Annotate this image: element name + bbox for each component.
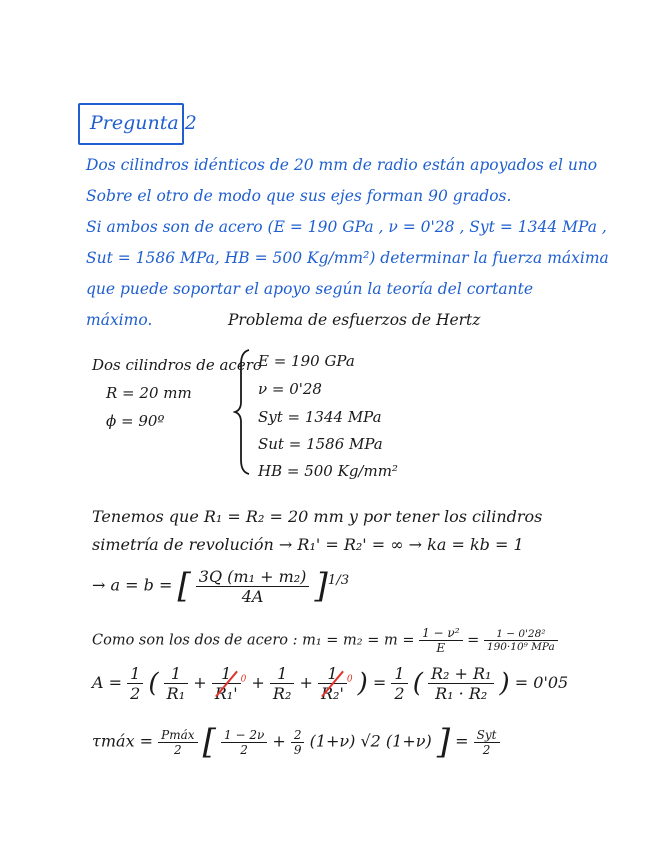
syt-fraction (474, 728, 500, 757)
pmax-den: 2 (174, 742, 182, 757)
sum-fraction (428, 664, 495, 703)
given-syt: Syt = 1344 MPa (258, 408, 382, 426)
sum-num: R₂ + R₁ (428, 664, 495, 684)
A-formula: A = $\frac{1}{2}$ ( $\frac{1}{\text{R₁}}$ + $\frac{1}{\text{R₁'}}$ $^0$ + $\frac{1}{\text{R₂}}$ + $\frac{1}{\text{R₂'}}$ $^0$ ) = $\frac{1}{2}$ ( $\frac{\text{R₂ + R₁}}{\text{R₁ · R₂}}$ ) = 0'05 (92, 664, 569, 703)
m-value-num: 1 − 0'28² (484, 628, 558, 641)
problem-line: Sut = 1586 MPa, HB = 500 Kg/mm²) determinar la fuerza máxima (86, 249, 609, 267)
syt-num: Syt (474, 728, 500, 743)
problem-statement (86, 150, 609, 336)
half-num: 1 (127, 664, 143, 684)
m-fraction-den: E (436, 641, 446, 655)
pmax-num: Pmáx (158, 728, 197, 743)
half-num: 1 (391, 664, 407, 684)
r2p-label: R₂' (320, 684, 344, 703)
given-material: Dos cilindros de acero (92, 356, 262, 374)
given-E: E = 190 GPa (258, 352, 355, 370)
inv-r1: $\frac{1}{\text{R₁}}$ (164, 664, 188, 703)
material-constant-line: Como son los dos de acero : m₁ = m₂ = m = $\frac{\text{1 − ν²}}{E}$ = $\frac{\text{1 − 0'28²}}{\text{190·10⁹ MPa}}$ (92, 626, 558, 655)
given-angle: ϕ = 90º (106, 412, 165, 430)
given-hb: HB = 500 Kg/mm² (258, 462, 398, 480)
r1p-label: R₁' (214, 684, 238, 703)
material-constant-text: Como son los dos de acero : m₁ = m₂ = m = (92, 632, 415, 649)
fraction-numerator: 3Q (m₁ + m₂) (196, 567, 310, 587)
paren-close: ) (357, 668, 368, 699)
problem-line: Si ambos son de acero (E = 190 GPa , ν = 0'28 , Syt = 1344 MPa , (86, 218, 607, 236)
tau-lhs: τmáx = (92, 731, 154, 751)
given-nu: ν = 0'28 (258, 380, 322, 398)
m-value-fraction (484, 628, 558, 653)
curly-brace-icon (233, 348, 253, 476)
problem-line: máximo. (86, 311, 153, 329)
syt-den: 2 (482, 742, 491, 757)
problem-line: que puede soportar el apoyo según la teoría del cortante (86, 280, 534, 298)
problem-line: Dos cilindros idénticos de 20 mm de radio están apoyados el uno (86, 156, 598, 174)
A-result: = 0'05 (514, 673, 569, 692)
term2-num: 2 (291, 728, 305, 743)
term1-fraction (221, 728, 267, 757)
m-value-den: 190·10⁹ MPa (486, 641, 555, 653)
inv-r2-prime-crossed: $\frac{1}{\text{R₂'}}$ (318, 664, 347, 703)
half-den: 2 (130, 684, 141, 703)
m-fraction-num: 1 − ν² (419, 626, 462, 641)
work-line-1: Tenemos que R₁ = R₂ = 20 mm y por tener los cilindros (92, 507, 543, 526)
term1-den: 2 (240, 742, 248, 757)
fraction-denominator: 4A (241, 586, 264, 606)
zero-mark: 0 (240, 674, 247, 685)
term2-den: 9 (293, 742, 302, 757)
bracket-open: [ (177, 566, 191, 606)
tau-max-formula: τmáx = $\frac{\text{Pmáx}}{2}$ [ $\frac{1 - 2\nu}{2}$ + $\frac{2}{9}$ (1+ν) √2 (1+ν) ] = $\frac{\text{Syt}}{2}$ (92, 722, 500, 762)
term1-num: 1 − 2ν (221, 728, 267, 743)
half-fraction-2 (391, 664, 407, 703)
section-subtitle: Problema de esfuerzos de Hertz (228, 311, 481, 329)
pmax-fraction (158, 728, 197, 757)
formula-fraction (196, 567, 310, 606)
work-line-2: simetría de revolución → R₁' = R₂' = ∞ → ka = kb = 1 (92, 535, 524, 554)
zero-mark: 0 (346, 674, 353, 685)
bracket-close: ] (314, 566, 328, 606)
r1-label: R₁ (166, 684, 186, 703)
half-den: 2 (394, 684, 405, 703)
formula-exponent: 1/3 (327, 573, 350, 589)
m-fraction (419, 626, 462, 655)
problem-line: Sobre el otro de modo que sus ejes forman 90 grados. (86, 187, 512, 205)
inv-r1-prime-crossed: $\frac{1}{\text{R₁'}}$ (212, 664, 241, 703)
inv-r2: $\frac{1}{\text{R₂}}$ (270, 664, 294, 703)
contact-width-formula (92, 566, 349, 606)
paren-open: ( (148, 668, 159, 699)
sum-den: R₁ · R₂ (435, 684, 488, 703)
A-lhs: A = (92, 673, 123, 692)
term2-fraction (291, 728, 305, 757)
given-sut: Sut = 1586 MPa (258, 435, 383, 453)
given-radius: R = 20 mm (106, 384, 192, 402)
r2-label: R₂ (272, 684, 292, 703)
term2-rest: (1+ν) √2 (1+ν) (309, 731, 432, 751)
page-title: Pregunta 2 (90, 112, 197, 134)
formula-lhs: → a = b = (92, 575, 173, 595)
half-fraction (127, 664, 143, 703)
